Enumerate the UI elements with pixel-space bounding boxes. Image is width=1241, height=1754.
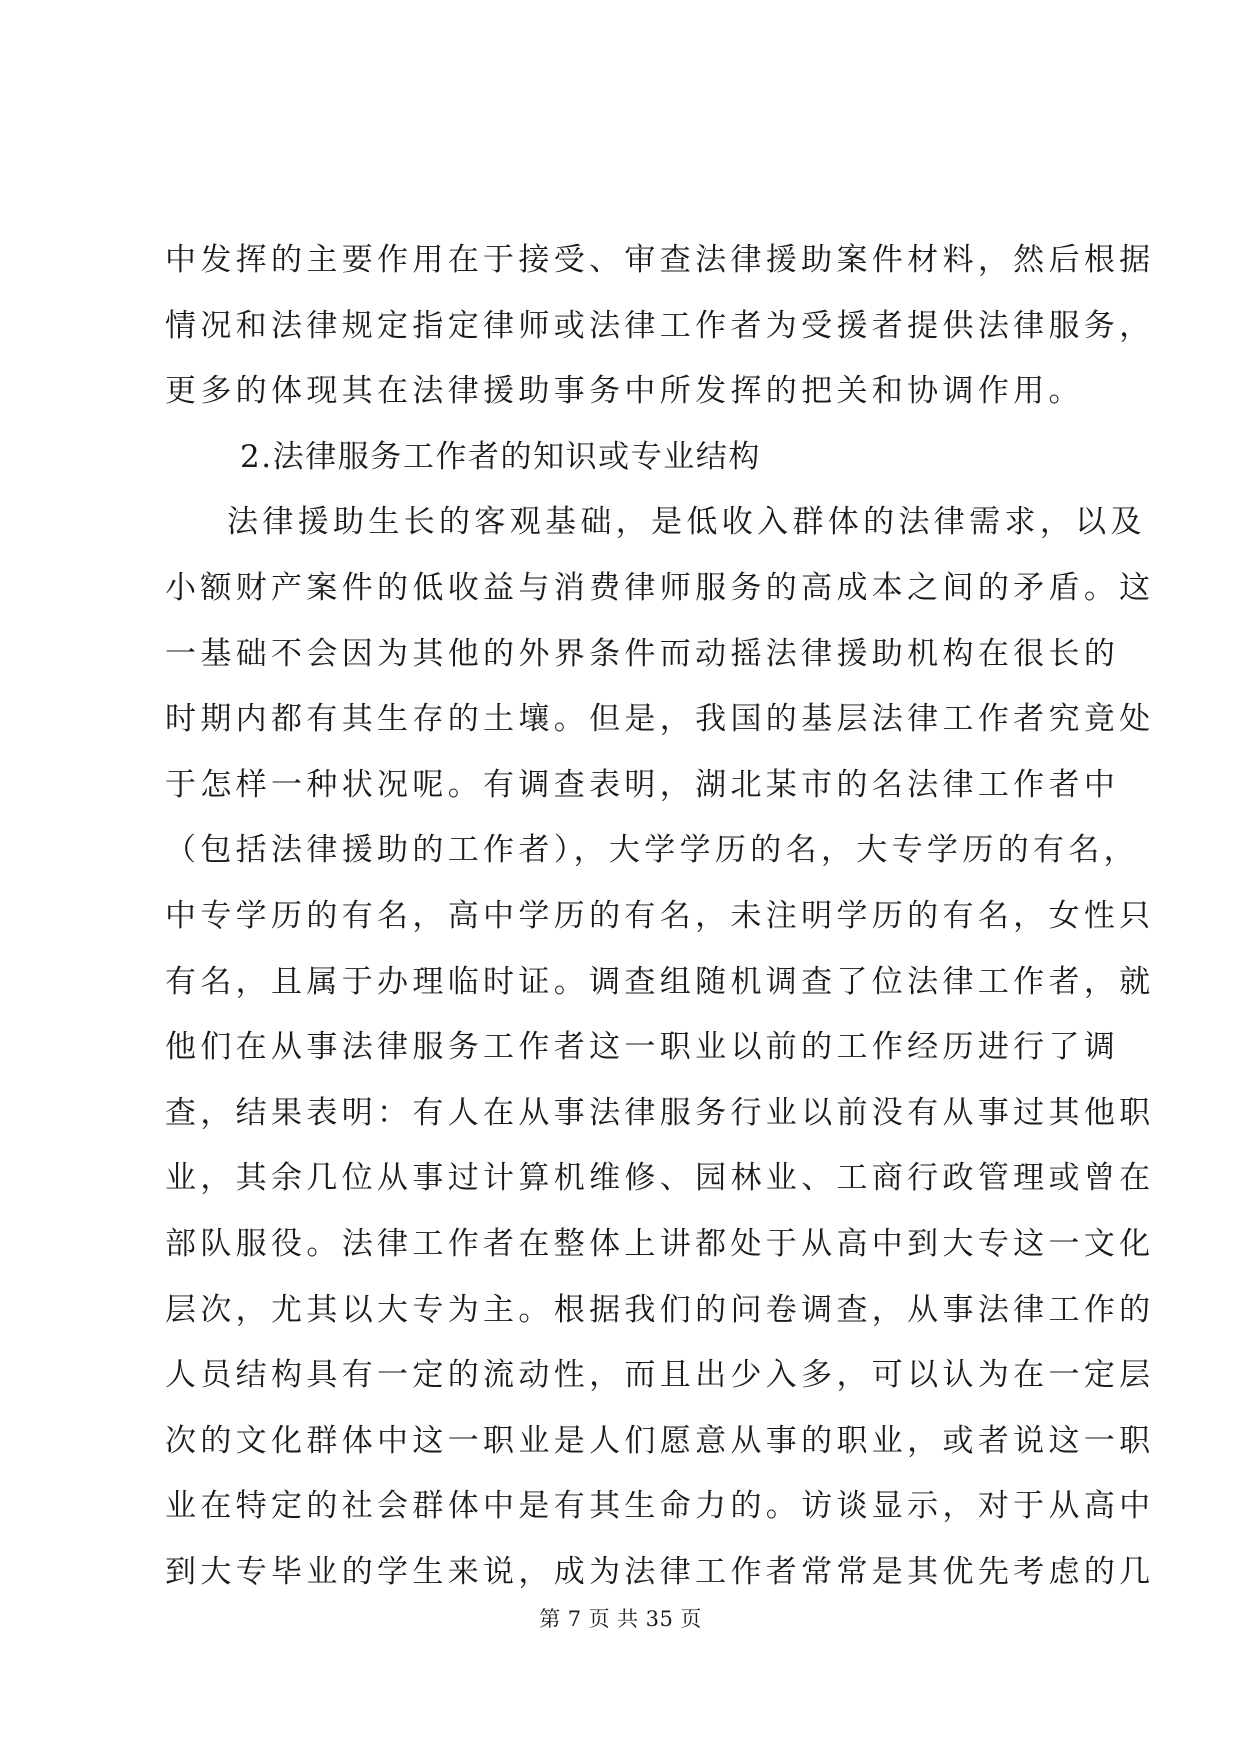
text-line: 中发挥的主要作用在于接受、审查法律援助案件材料，然后根据 — [165, 242, 1155, 278]
paragraph-first-line: 法律援助生长的客观基础，是低收入群体的法律需求，以及 — [227, 504, 1146, 541]
text-line: 次的文化群体中这一职业是人们愿意从事的职业，或者说这一职 — [165, 1422, 1155, 1459]
text-line: 时期内都有其生存的土壤。但是，我国的基层法律工作者究竟处 — [165, 701, 1155, 738]
page-number-footer: 第 7 页 共 35 页 — [539, 1607, 702, 1631]
text-line: 他们在从事法律服务工作者这一职业以前的工作经历进行了调 — [165, 1029, 1120, 1066]
text-line: 查，结果表明：有人在从事法律服务行业以前没有从事过其他职 — [165, 1094, 1155, 1131]
text-line: 于怎样一种状况呢。有调查表明，湖北某市的名法律工作者中 — [165, 766, 1120, 803]
text-line: 更多的体现其在法律援助事务中所发挥的把关和协调作用。 — [165, 373, 1084, 410]
text-line: 业在特定的社会群体中是有其生命力的。访谈显示，对于从高中 — [165, 1488, 1155, 1525]
section-heading: 2.法律服务工作者的知识或专业结构 — [240, 438, 761, 475]
text-line: 业，其余几位从事过计算机维修、园林业、工商行政管理或曾在 — [165, 1160, 1155, 1197]
text-line: 部队服役。法律工作者在整体上讲都处于从高中到大专这一文化 — [165, 1225, 1155, 1262]
text-line: 有名，且属于办理临时证。调查组随机调查了位法律工作者，就 — [165, 963, 1155, 1000]
text-line: 情况和法律规定指定律师或法律工作者为受援者提供法律服务， — [165, 307, 1155, 344]
body-text — [165, 228, 1155, 1605]
text-line: 一基础不会因为其他的外界条件而动摇法律援助机构在很长的 — [165, 635, 1120, 672]
text-line: 人员结构具有一定的流动性，而且出少入多，可以认为在一定层 — [165, 1357, 1155, 1394]
text-line: 到大专毕业的学生来说，成为法律工作者常常是其优先考虑的几 — [165, 1553, 1155, 1590]
text-line: 中专学历的有名，高中学历的有名，未注明学历的有名，女性只 — [165, 897, 1155, 934]
text-line: 层次，尤其以大专为主。根据我们的问卷调查，从事法律工作的 — [165, 1291, 1155, 1328]
text-line: 小额财产案件的低收益与消费律师服务的高成本之间的矛盾。这 — [165, 569, 1155, 606]
text-line: （包括法律援助的工作者），大学学历的名，大专学历的有名， — [165, 832, 1140, 869]
